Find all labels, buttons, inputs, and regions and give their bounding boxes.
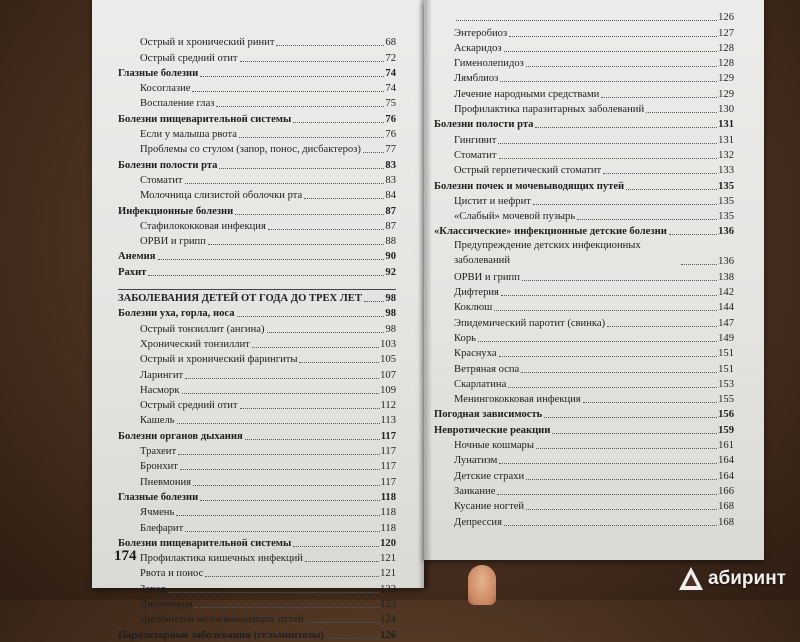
dot-leader — [533, 204, 717, 205]
dot-leader — [216, 106, 384, 107]
toc-title: Профилактика паразитарных заболеваний — [454, 104, 645, 116]
toc-entry — [118, 305, 396, 320]
toc-title: Болезни уха, горла, носа — [118, 308, 235, 320]
toc-title: Трахеит — [140, 446, 177, 458]
toc-entry — [118, 263, 396, 278]
toc-entry — [434, 452, 734, 467]
toc-title: Косоглазие — [140, 83, 191, 95]
dot-leader — [504, 525, 717, 526]
dot-leader — [185, 531, 379, 532]
toc-page: 130 — [718, 104, 734, 116]
toc-title: Корь — [454, 332, 476, 344]
toc-title: Глазные болезни — [118, 491, 199, 503]
right-toc-list — [434, 9, 734, 529]
toc-entry — [434, 376, 734, 391]
toc-entry — [118, 65, 396, 80]
toc-page: 164 — [718, 470, 734, 482]
toc-title: Болезни почек и мочевыводящих путей — [434, 180, 625, 192]
toc-page: 123 — [380, 598, 396, 610]
dot-leader — [607, 326, 717, 327]
toc-title: Острый и хронический ринит — [140, 37, 275, 49]
dot-leader — [526, 509, 717, 510]
toc-page: 153 — [718, 378, 734, 390]
toc-entry — [118, 611, 396, 626]
toc-title: Болезни органов дыхания — [118, 430, 243, 442]
toc-page: 131 — [718, 134, 734, 146]
toc-entry — [118, 427, 396, 442]
toc-entry — [434, 284, 734, 299]
toc-entry — [434, 360, 734, 375]
toc-title: Лунатизм — [454, 455, 498, 467]
toc-page: 90 — [385, 251, 396, 263]
toc-entry — [118, 366, 396, 381]
toc-page: 107 — [380, 369, 396, 381]
toc-title: Профилактика кишечных инфекций — [140, 553, 303, 565]
toc-title: Болезни пищеварительной системы — [118, 537, 292, 549]
toc-title: Рахит — [118, 266, 147, 278]
toc-page: 68 — [385, 37, 396, 49]
toc-page: 138 — [718, 271, 734, 283]
dot-leader — [293, 546, 379, 547]
toc-title: Острый и хронический фарингиты — [140, 354, 298, 366]
toc-entry — [118, 565, 396, 580]
toc-title: Если у малыша рвота — [140, 129, 237, 141]
toc-page: 135 — [718, 211, 734, 223]
dot-leader — [363, 152, 385, 153]
toc-page: 149 — [718, 332, 734, 344]
dot-leader — [601, 97, 717, 98]
toc-entry — [434, 268, 734, 283]
toc-entry — [434, 101, 734, 116]
toc-entry — [434, 40, 734, 55]
toc-title: Паразитарные заболевания (гельминтозы) — [118, 629, 324, 641]
toc-entry — [118, 535, 396, 550]
toc-title: Анемия — [118, 251, 156, 263]
dot-leader — [177, 423, 380, 424]
dot-leader — [208, 244, 385, 245]
dot-leader — [646, 112, 717, 113]
toc-title: Бронхит — [140, 461, 178, 473]
labirint-logo-icon — [678, 566, 704, 592]
dot-leader — [577, 219, 717, 220]
toc-entry — [434, 498, 734, 513]
dot-leader — [219, 168, 384, 169]
toc-page: 161 — [718, 440, 734, 452]
dot-leader — [364, 301, 385, 302]
dot-leader — [268, 229, 385, 230]
toc-page: 133 — [718, 165, 734, 177]
toc-entry — [118, 110, 396, 125]
toc-page: 144 — [718, 302, 734, 314]
dot-leader — [158, 259, 385, 260]
toc-entry — [118, 626, 396, 641]
dot-leader — [193, 485, 379, 486]
toc-entry — [434, 55, 734, 70]
toc-page: 84 — [385, 190, 396, 202]
toc-page: 135 — [718, 180, 734, 192]
toc-title: Менингококковая инфекция — [454, 394, 581, 406]
toc-page: 164 — [718, 455, 734, 467]
toc-title: Кусание ногтей — [454, 501, 525, 513]
toc-page: 117 — [380, 446, 396, 458]
toc-page: 109 — [380, 384, 396, 396]
toc-title: Стоматит — [140, 174, 183, 186]
toc-title: Проблемы со стулом (запор, понос, дисбактероз) — [140, 144, 361, 156]
toc-page: 77 — [385, 144, 396, 156]
toc-page: 74 — [385, 67, 396, 79]
toc-title: Ночные кошмары — [454, 440, 534, 452]
dot-leader — [237, 316, 385, 317]
toc-entry — [118, 289, 396, 305]
dot-leader — [240, 61, 385, 62]
toc-entry — [118, 504, 396, 519]
toc-title: Цистит и нефрит — [454, 195, 531, 207]
toc-page: 131 — [718, 119, 734, 131]
toc-title: Острый средний отит — [140, 400, 238, 412]
toc-entry — [434, 116, 734, 131]
toc-page: 151 — [718, 348, 734, 360]
logo-text: абиринт — [707, 568, 786, 589]
toc-page: 132 — [718, 149, 734, 161]
toc-page: 98 — [385, 323, 396, 335]
toc-title: Глазные болезни — [118, 67, 199, 79]
toc-page: 72 — [385, 52, 396, 64]
toc-page: 87 — [385, 220, 396, 232]
toc-page: 135 — [718, 195, 734, 207]
toc-page: 127 — [718, 27, 734, 39]
toc-page: 121 — [380, 568, 396, 580]
dot-leader — [299, 362, 379, 363]
toc-entry — [434, 208, 734, 223]
toc-page: 142 — [718, 287, 734, 299]
toc-title: Болезни пищеварительной системы — [118, 113, 292, 125]
toc-page: 156 — [718, 409, 734, 421]
toc-page: 83 — [385, 159, 396, 171]
toc-page: 126 — [718, 12, 734, 24]
toc-page: 98 — [385, 293, 396, 305]
toc-entry — [118, 458, 396, 473]
toc-title: Запор — [140, 583, 167, 595]
toc-title: Молочница слизистой оболочки рта — [140, 190, 303, 202]
toc-page: 168 — [718, 501, 734, 513]
dot-leader — [185, 183, 385, 184]
toc-entry — [118, 34, 396, 49]
dot-leader — [304, 198, 384, 199]
toc-page: 88 — [385, 236, 396, 248]
dot-leader — [235, 214, 384, 215]
toc-entry — [118, 336, 396, 351]
toc-page: 76 — [385, 129, 396, 141]
toc-page: 159 — [718, 424, 734, 436]
dot-leader — [240, 408, 380, 409]
toc-title: Скарлатина — [454, 378, 507, 390]
toc-entry — [434, 147, 734, 162]
toc-title: Острый тонзиллит (ангина) — [140, 323, 265, 335]
toc-title: Болезни полости рта — [118, 159, 218, 171]
dot-leader — [267, 332, 385, 333]
dot-leader — [544, 417, 717, 418]
dot-leader — [498, 143, 717, 144]
toc-page: 126 — [380, 629, 396, 641]
toc-page: 118 — [380, 491, 396, 503]
toc-entry — [434, 406, 734, 421]
toc-page: 129 — [718, 73, 734, 85]
toc-entry — [434, 314, 734, 329]
toc-page: 74 — [385, 83, 396, 95]
dot-leader — [504, 51, 717, 52]
toc-title: Эпидемический паротит (свинка) — [454, 317, 606, 329]
dot-leader — [168, 592, 379, 593]
toc-page: 151 — [718, 363, 734, 375]
toc-page: 124 — [380, 614, 396, 626]
toc-entry — [434, 223, 734, 238]
toc-entry — [118, 248, 396, 263]
right-page — [424, 0, 764, 560]
toc-entry — [434, 391, 734, 406]
toc-title: Хронический тонзиллит — [140, 338, 250, 350]
toc-entry — [434, 467, 734, 482]
dot-leader — [669, 234, 717, 235]
toc-entry — [434, 9, 734, 24]
dot-leader — [583, 402, 717, 403]
dot-leader — [626, 189, 717, 190]
toc-entry — [118, 443, 396, 458]
toc-page: 118 — [380, 507, 396, 519]
toc-title: Гингивит — [454, 134, 497, 146]
toc-title: Погодная зависимость — [434, 409, 543, 421]
toc-entry — [434, 345, 734, 360]
toc-entry — [118, 519, 396, 534]
toc-title: Блефарит — [140, 522, 184, 534]
toc-title: Ветряная оспа — [454, 363, 520, 375]
toc-entry — [118, 141, 396, 156]
toc-title: Коклюш — [454, 302, 493, 314]
toc-entry — [118, 550, 396, 565]
toc-page: 76 — [385, 113, 396, 125]
dot-leader — [508, 387, 717, 388]
toc-entry — [434, 162, 734, 177]
toc-entry — [118, 351, 396, 366]
toc-title: Острый средний отит — [140, 52, 238, 64]
toc-title: Стафилококковая инфекция — [140, 220, 266, 232]
toc-entry — [434, 85, 734, 100]
toc-title: ЗАБОЛЕВАНИЯ ДЕТЕЙ ОТ ГОДА ДО ТРЕХ ЛЕТ — [118, 293, 362, 305]
dot-leader — [245, 439, 380, 440]
toc-title: Кашель — [140, 415, 175, 427]
dot-leader — [456, 20, 717, 21]
toc-entry — [434, 193, 734, 208]
toc-entry — [434, 483, 734, 498]
toc-entry — [434, 421, 734, 436]
dot-leader — [478, 341, 717, 342]
toc-page: 75 — [385, 98, 396, 110]
toc-page: 168 — [718, 516, 734, 528]
toc-entry — [118, 580, 396, 595]
toc-entry — [118, 233, 396, 248]
toc-entry — [118, 126, 396, 141]
dot-leader — [305, 561, 379, 562]
toc-title: Дизентерия — [140, 598, 193, 610]
toc-title: ОРВИ и грипп — [140, 236, 206, 248]
toc-entry — [118, 473, 396, 488]
dot-leader — [500, 81, 717, 82]
dot-leader — [200, 500, 379, 501]
toc-title: Стоматит — [454, 149, 497, 161]
toc-page: 112 — [380, 400, 396, 412]
toc-title: Депрессия — [454, 516, 502, 528]
toc-entry — [118, 187, 396, 202]
dot-leader — [195, 607, 379, 608]
toc-title: Дискинезия желчевыводящих путей — [140, 614, 304, 626]
toc-title: Дифтерия — [454, 287, 499, 299]
toc-title: ОРВИ и грипп — [454, 271, 520, 283]
toc-page: 121 — [380, 553, 396, 565]
toc-entry — [434, 238, 734, 268]
dot-leader — [603, 173, 717, 174]
dot-leader — [681, 264, 717, 265]
dot-leader — [148, 275, 384, 276]
toc-title: Заикание — [454, 485, 496, 497]
dot-leader — [185, 378, 379, 379]
dot-leader — [239, 137, 385, 138]
book-gutter — [418, 0, 432, 588]
toc-page: 105 — [380, 354, 396, 366]
dot-leader — [176, 515, 379, 516]
dot-leader — [501, 295, 717, 296]
dot-leader — [494, 310, 717, 311]
dot-leader — [205, 576, 379, 577]
toc-entry — [434, 24, 734, 39]
toc-title: Насморк — [140, 384, 180, 396]
toc-title: Детские страхи — [454, 470, 525, 482]
toc-title: «Классические» инфекционные детские болезни — [434, 226, 667, 238]
dot-leader — [526, 66, 717, 67]
dot-leader — [200, 76, 384, 77]
toc-page: 83 — [385, 174, 396, 186]
toc-page: 122 — [380, 583, 396, 595]
toc-entry — [434, 177, 734, 192]
toc-title: Болезни полости рта — [434, 119, 534, 131]
toc-entry — [434, 131, 734, 146]
toc-title: Инфекционные болезни — [118, 205, 234, 217]
toc-entry — [434, 70, 734, 85]
dot-leader — [497, 494, 717, 495]
toc-page: 103 — [380, 338, 396, 350]
toc-entry — [118, 596, 396, 611]
toc-entry — [118, 412, 396, 427]
toc-title: Предупреждение детских инфекционных заболеваний — [454, 240, 641, 267]
dot-leader — [192, 91, 384, 92]
dot-leader — [499, 463, 717, 464]
toc-title: Лямблиоз — [454, 73, 499, 85]
dot-leader — [306, 622, 380, 623]
toc-entry — [118, 49, 396, 64]
toc-page: 128 — [718, 58, 734, 70]
toc-title: Лечение народными средствами — [454, 88, 600, 100]
dot-leader — [499, 158, 718, 159]
dot-leader — [182, 393, 380, 394]
left-toc-list — [118, 34, 396, 642]
toc-page: 129 — [718, 88, 734, 100]
toc-page: 120 — [380, 537, 396, 549]
dot-leader — [178, 454, 379, 455]
toc-page: 87 — [385, 205, 396, 217]
toc-entry — [118, 320, 396, 335]
dot-leader — [552, 433, 717, 434]
toc-title: Воспаление глаз — [140, 98, 215, 110]
dot-leader — [499, 356, 718, 357]
dot-leader — [521, 372, 717, 373]
toc-entry — [118, 489, 396, 504]
toc-title: «Слабый» мочевой пузырь — [454, 211, 576, 223]
toc-entry — [434, 437, 734, 452]
toc-title: Ячмень — [140, 507, 175, 519]
toc-page: 98 — [385, 308, 396, 320]
toc-page: 117 — [380, 461, 396, 473]
toc-entry — [434, 513, 734, 528]
toc-entry — [118, 397, 396, 412]
toc-page: 113 — [380, 415, 396, 427]
toc-page: 166 — [718, 485, 734, 497]
toc-title: Энтеробиоз — [454, 27, 508, 39]
toc-title: Невротические реакции — [434, 424, 551, 436]
page-number: 174 — [114, 548, 137, 564]
dot-leader — [522, 280, 717, 281]
toc-title: Рвота и понос — [140, 568, 204, 580]
toc-entry — [118, 80, 396, 95]
toc-page: 92 — [385, 266, 396, 278]
toc-entry — [118, 202, 396, 217]
labirint-logo — [678, 566, 786, 592]
toc-page: 136 — [718, 226, 734, 238]
dot-leader — [536, 448, 717, 449]
toc-page: 136 — [718, 256, 734, 268]
toc-title: Краснуха — [454, 348, 497, 360]
toc-page: 117 — [380, 430, 396, 442]
dot-leader — [293, 122, 384, 123]
toc-title: Гименолепидоз — [454, 58, 524, 70]
toc-entry — [118, 382, 396, 397]
toc-entry — [118, 218, 396, 233]
dot-leader — [526, 479, 717, 480]
toc-page: 147 — [718, 317, 734, 329]
toc-gap — [118, 279, 396, 289]
toc-entry — [434, 330, 734, 345]
toc-entry — [118, 172, 396, 187]
toc-page: 128 — [718, 42, 734, 54]
toc-page: 118 — [380, 522, 396, 534]
dot-leader — [509, 36, 717, 37]
dot-leader — [252, 347, 379, 348]
toc-title: Ларингит — [140, 369, 184, 381]
toc-entry — [434, 299, 734, 314]
thumb — [468, 565, 496, 605]
toc-entry — [118, 156, 396, 171]
dot-leader — [180, 469, 380, 470]
toc-page: 155 — [718, 394, 734, 406]
dot-leader — [276, 45, 384, 46]
toc-title: Пневмония — [140, 476, 192, 488]
toc-title: Острый герпетический стоматит — [454, 165, 602, 177]
dot-leader — [535, 127, 717, 128]
toc-entry — [118, 95, 396, 110]
dot-leader — [326, 638, 379, 639]
toc-page: 117 — [380, 476, 396, 488]
toc-title: Аскаридоз — [454, 42, 502, 54]
left-page — [92, 0, 424, 641]
